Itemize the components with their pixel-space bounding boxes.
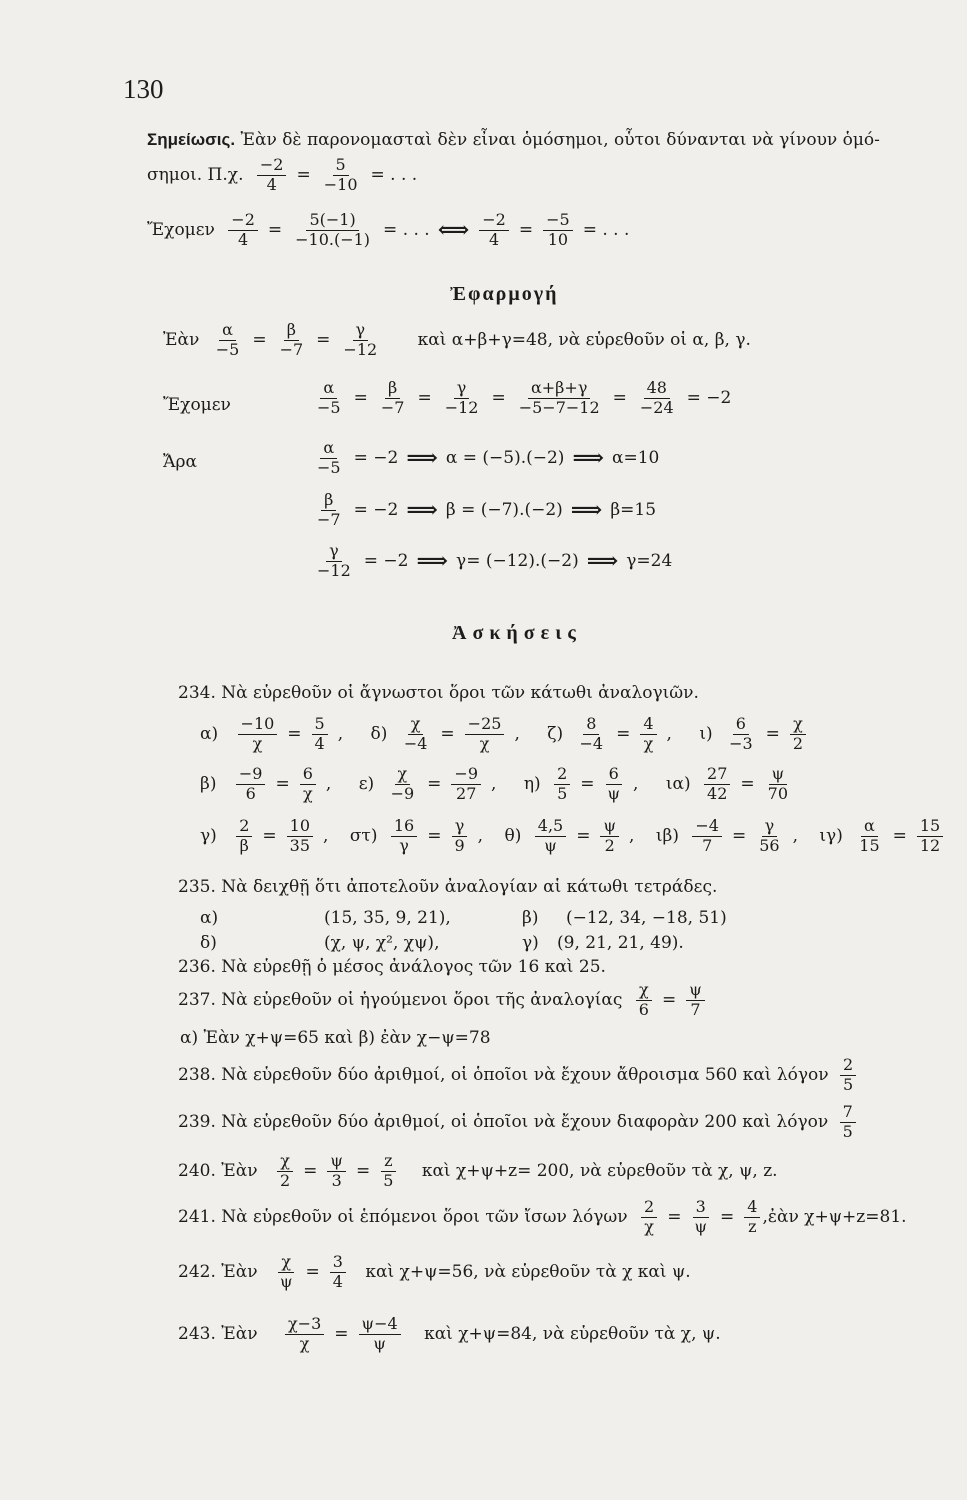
note-line-1 bbox=[147, 130, 880, 150]
implies-arrow: ⟹ bbox=[586, 548, 619, 575]
exercise-237-b: α) Ἐὰν χ+ψ=65 καὶ β) ἐὰν χ−ψ=78 bbox=[180, 1028, 491, 1048]
exercises-title: Ἀσκήσεις bbox=[452, 622, 582, 644]
application-therefore-label: Ἄρα bbox=[163, 452, 197, 472]
fraction: $\frac{-5}{10}$ bbox=[543, 212, 573, 249]
exercise-242: 242. Ἐὰν $\frac{\chi}{\psi}$ = $\frac{3}{4}$ καὶ χ+ψ=56, νὰ εὑρεθοῦν τὰ χ καὶ ψ. bbox=[178, 1252, 691, 1291]
exercise-235-d: (χ, ψ, χ², χψ), bbox=[324, 933, 440, 953]
fraction: $\frac{-2}{4}$ bbox=[257, 157, 287, 194]
exercise-237: 237. Νὰ εὑρεθοῦν οἱ ἡγούμενοι ὅροι τῆς ἀναλογίας $\frac{\chi}{6}$ = $\frac{\psi}{7}$ bbox=[178, 982, 707, 1019]
exercise-240: 240. Ἐὰν $\frac{\chi}{2}$ = $\frac{\psi}{3}$ = $\frac{z}{5}$ καὶ χ+ψ+z= 200, νὰ εὑρεθοῦν τὰ χ, ψ, z. bbox=[178, 1151, 778, 1190]
exercise-235-c: (9, 21, 21, 49). bbox=[557, 933, 684, 953]
implies-arrow: ⟹ bbox=[406, 445, 438, 472]
application-given: Ἐὰν $\frac{\alpha}{-5}$ = $\frac{\beta}{-7}$ = $\frac{\gamma}{-12}$ καὶ α+β+γ=48, νὰ εὑρεθοῦν οἱ α, β, γ. bbox=[163, 320, 751, 359]
note-line-2: σημοι. Π.χ. $\frac{-2}{4}$ = $\frac{5}{-10}$ = . . . bbox=[147, 155, 418, 194]
application-line-alpha: $\frac{\alpha}{-5}$ = −2 ⟹ α = (−5).(−2) ⟹ α=10 bbox=[317, 438, 660, 477]
exercise-235-a: (15, 35, 9, 21), bbox=[324, 908, 451, 928]
exercise-234-row-2: β) $\frac{-9}{6}$ = $\frac{6}{\chi}$ , ε) $\frac{\chi}{-9}$ = $\frac{-9}{27}$ , η) $\frac{2}{5}$ = $\frac{6}{\psi}$ , ια) $\frac{27}{42}$ = $\frac{\psi}{70}$ bbox=[200, 764, 789, 803]
implies-arrow: ⟹ bbox=[572, 445, 604, 472]
fraction: $\frac{5}{-10}$ bbox=[323, 155, 358, 194]
note-heading: Σημείωσις. bbox=[147, 130, 236, 149]
implies-arrow: ⟹ bbox=[406, 497, 438, 524]
exercise-234: 234. Νὰ εὑρεθοῦν οἱ ἄγνωστοι ὅροι τῶν κάτωθι ἀναλογιῶν. bbox=[178, 683, 699, 703]
exercise-234-row-1: α) $\frac{-10}{\chi}$ = $\frac{5}{4}$ , δ) $\frac{\chi}{-4}$ = $\frac{-25}{\chi}$ , ζ) $\frac{8}{-4}$ = $\frac{4}{\chi}$ , ι) $\frac{6}{-3}$ = $\frac{\chi}{2}$ bbox=[200, 716, 808, 753]
exercise-235-b: (−12, 34, −18, 51) bbox=[566, 908, 727, 928]
exercise-238: 238. Νὰ εὑρεθοῦν δύο ἀριθμοί, οἱ ὁποῖοι νὰ ἔχουν ἄθροισμα 560 καὶ λόγον $\frac{2}{5}$ bbox=[178, 1057, 858, 1094]
fraction: $\frac{-2}{4}$ bbox=[479, 212, 509, 249]
implies-arrow: ⟹ bbox=[570, 497, 603, 524]
exercise-235-a-label: α) bbox=[200, 908, 219, 928]
exercise-235-d-label: δ) bbox=[200, 933, 217, 953]
exercise-234-row-3: γ) $\frac{2}{\beta}$ = $\frac{10}{35}$ , στ) $\frac{16}{\gamma}$ = $\frac{\gamma}{9}$ , θ) $\frac{4,5}{\psi}$ = $\frac{\psi}{2}$ , ιβ) $\frac{-4}{7}$ = $\frac{\gamma}{56}$ , ιγ) $\frac{\alpha}{15}$ = $\frac{15}{12}$ bbox=[200, 818, 945, 855]
exercise-235-c-label: γ) bbox=[522, 933, 539, 953]
exercise-236: 236. Νὰ εὑρεθῇ ὁ μέσος ἀνάλογος τῶν 16 καὶ 25. bbox=[178, 957, 606, 977]
application-title: Ἐφαρμογή bbox=[450, 283, 559, 305]
equivalence-arrow: ⟺ bbox=[437, 217, 470, 244]
implies-arrow: ⟹ bbox=[416, 548, 449, 575]
note-line-3: Ἔχομεν $\frac{-2}{4}$ = $\frac{5(-1)}{-10.(-1)}$ = . . . ⟺ $\frac{-2}{4}$ = $\frac{-5}{10}$ = . . . bbox=[147, 210, 630, 249]
note-text: Ἐὰν δὲ παρονομασταὶ δὲν εἶναι ὁμόσημοι, οὗτοι δύνανται νὰ γίνουν ὁμό- bbox=[240, 130, 880, 150]
application-line-gamma: $\frac{\gamma}{-12}$ = −2 ⟹ γ= (−12).(−2) ⟹ γ=24 bbox=[317, 541, 673, 580]
application-have-label: Ἔχομεν bbox=[163, 395, 231, 415]
note-prefix: σημοι. Π.χ. bbox=[147, 164, 244, 185]
exercise-241: 241. Νὰ εὑρεθοῦν οἱ ἑπόμενοι ὅροι τῶν ἴσων λόγων $\frac{2}{\chi}$ = $\frac{3}{\psi}$ = $\frac{4}{z}$ ,ἐὰν χ+ψ+z=81. bbox=[178, 1197, 907, 1236]
application-line-beta: $\frac{\beta}{-7}$ = −2 ⟹ β = (−7).(−2) ⟹ β=15 bbox=[317, 490, 657, 529]
exercise-235: 235. Νὰ δειχθῇ ὅτι ἀποτελοῦν ἀναλογίαν αἱ κάτωθι τετράδες. bbox=[178, 877, 718, 897]
page-number: 130 bbox=[123, 74, 164, 104]
exercise-239: 239. Νὰ εὑρεθοῦν δύο ἀριθμοί, οἱ ὁποῖοι νὰ ἔχουν διαφορὰν 200 καὶ λόγον $\frac{7}{5}$ bbox=[178, 1104, 858, 1141]
fraction: $\frac{-2}{4}$ bbox=[228, 212, 258, 249]
application-have: $\frac{\alpha}{-5}$ = $\frac{\beta}{-7}$ = $\frac{\gamma}{-12}$ = $\frac{\alpha+\beta+\gamma}{-5-7-12}$ = $\frac{48}{-24}$ = −2 bbox=[317, 378, 732, 417]
fraction: $\frac{5(-1)}{-10.(-1)}$ bbox=[295, 210, 371, 249]
exercise-243: 243. Ἐὰν $\frac{\chi-3}{\chi}$ = $\frac{\psi-4}{\psi}$ καὶ χ+ψ=84, νὰ εὑρεθοῦν τὰ χ, ψ. bbox=[178, 1314, 721, 1353]
exercise-235-b-label: β) bbox=[522, 908, 539, 928]
